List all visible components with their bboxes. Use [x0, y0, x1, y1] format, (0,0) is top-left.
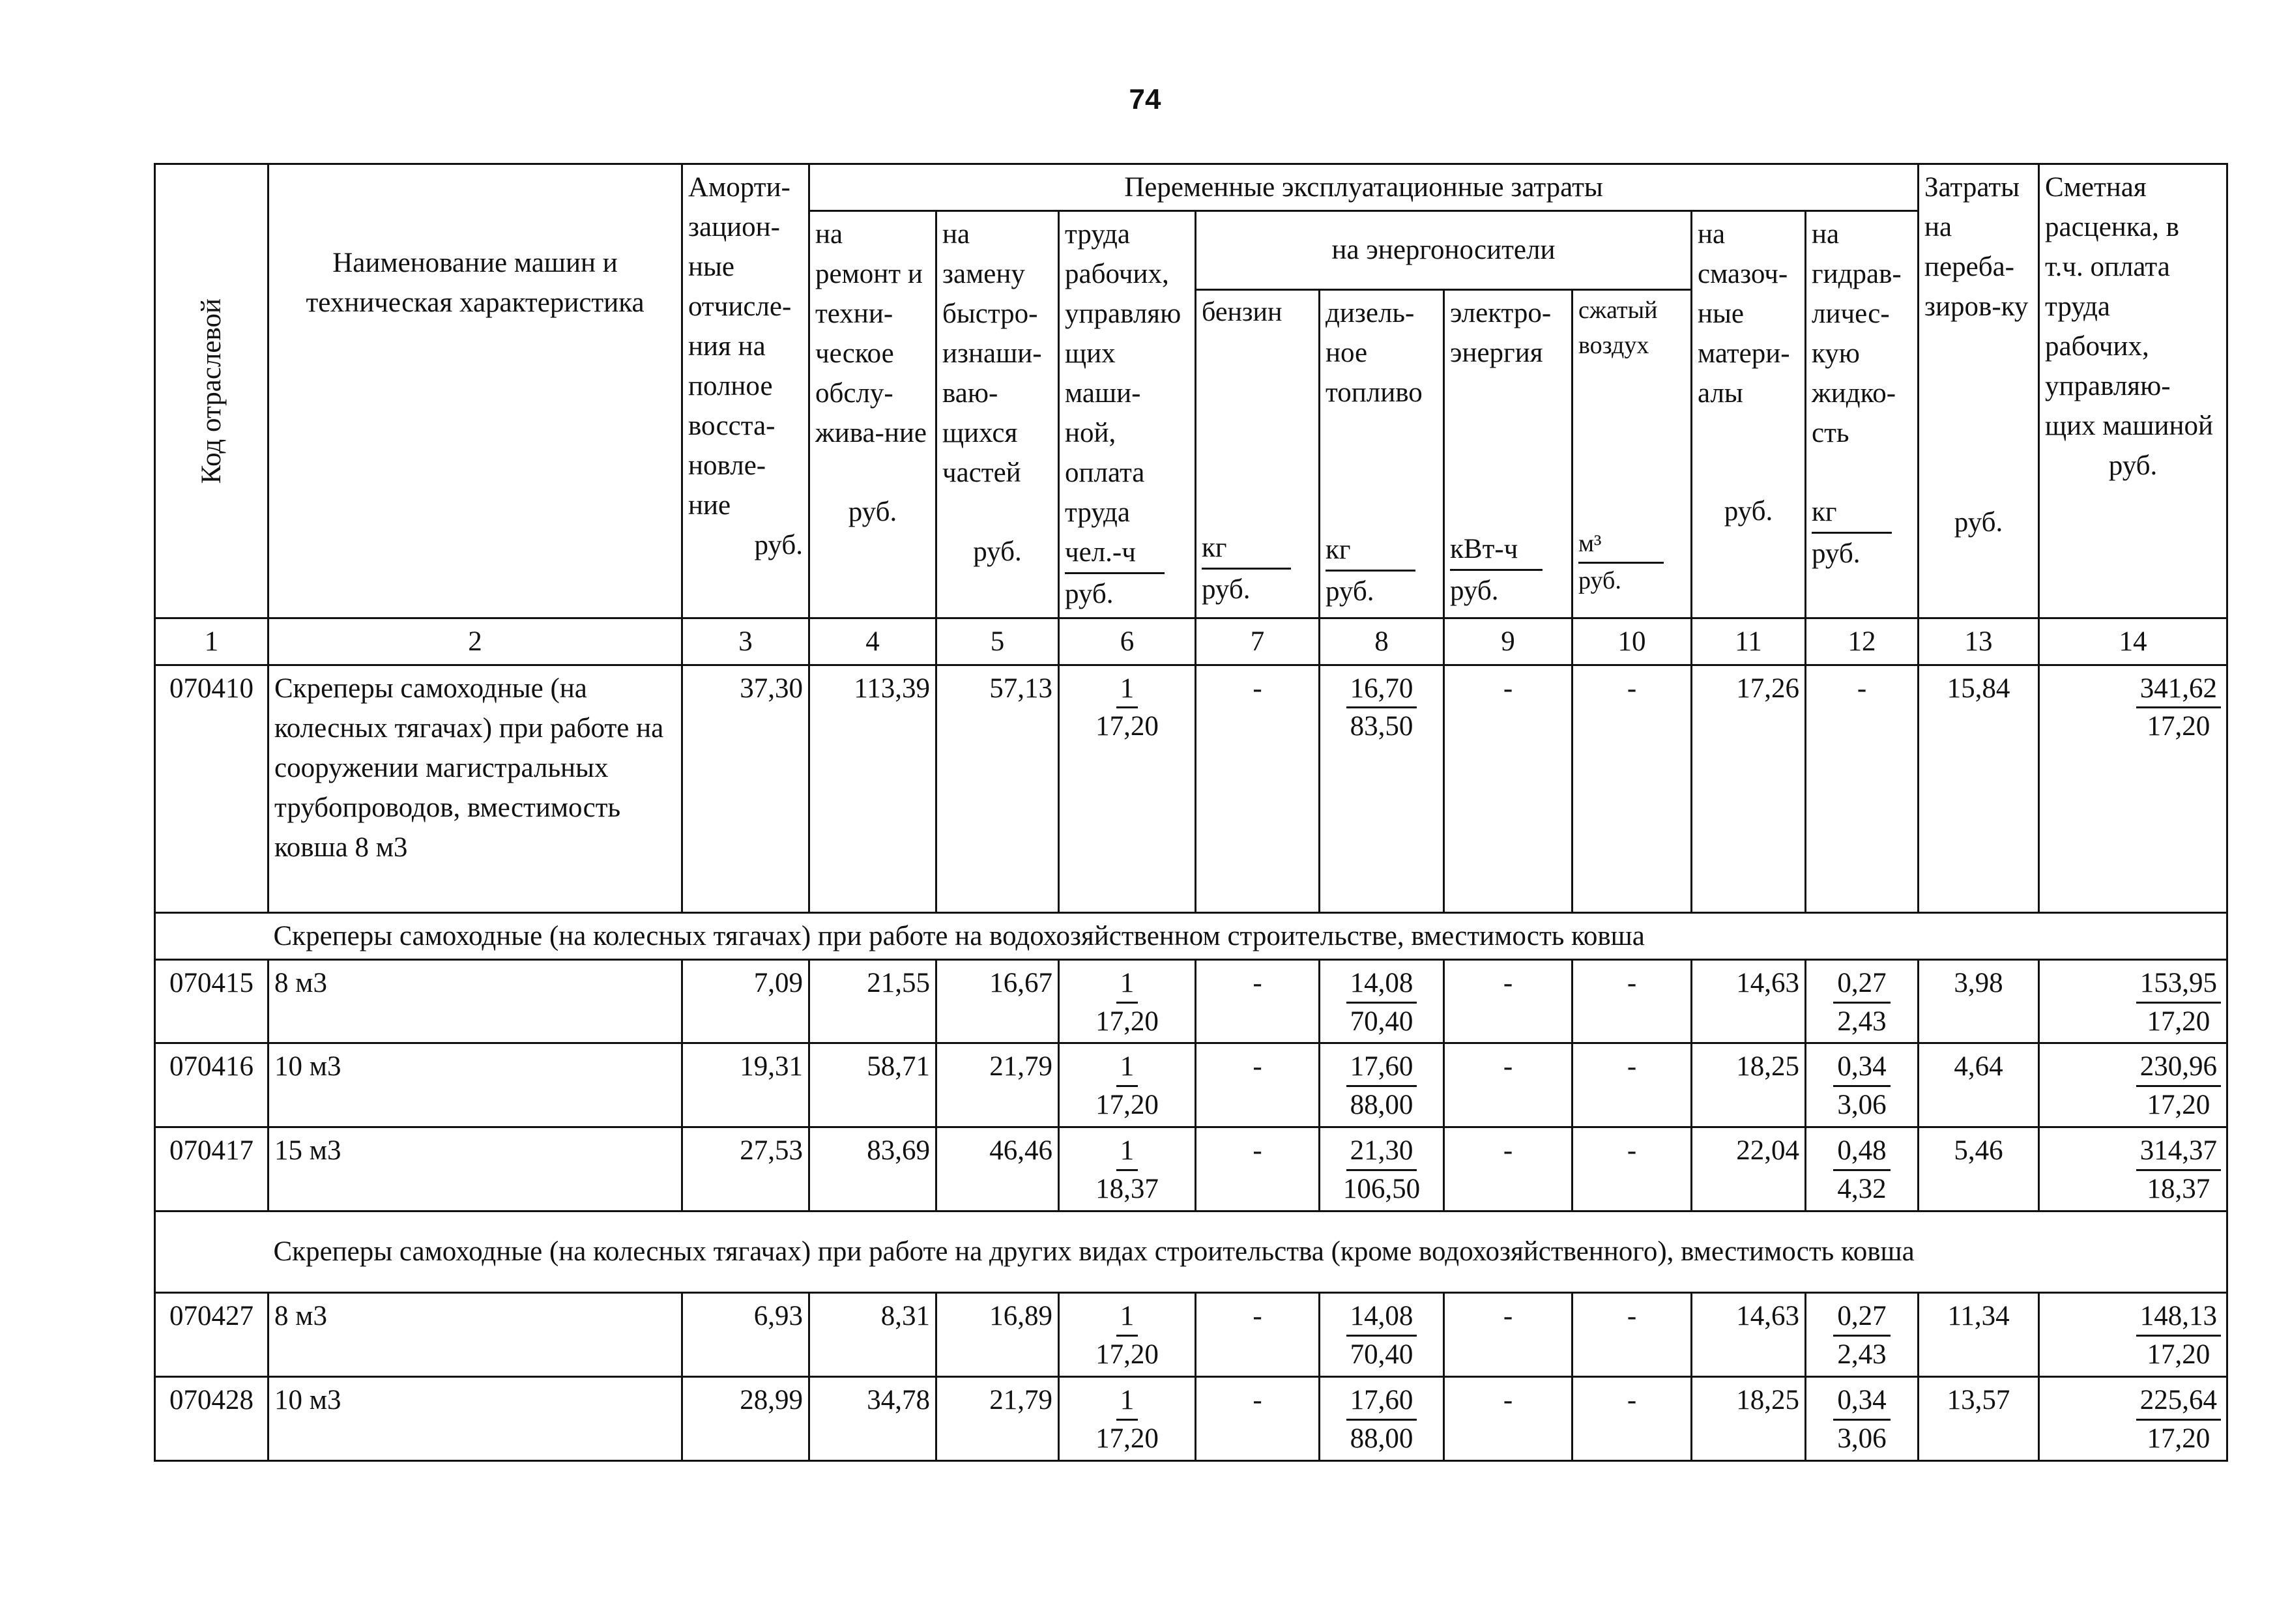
row-rate — [2039, 1376, 2227, 1460]
row-labor — [1059, 1292, 1196, 1376]
col-num: 1 — [155, 618, 268, 665]
row-lube: 18,25 — [1692, 1376, 1806, 1460]
table-row — [155, 959, 2227, 1043]
header-variable-costs: Переменные эксплуатационные затраты — [809, 164, 1919, 211]
row-labor-bottom: 17,20 — [1095, 1006, 1159, 1037]
row-air: - — [1573, 1292, 1692, 1376]
header-labor — [1059, 211, 1196, 618]
header-electric-text: электро-энергия — [1450, 297, 1552, 368]
col-num: 2 — [268, 618, 682, 665]
header-lube — [1692, 211, 1806, 618]
table-row — [155, 1292, 2227, 1376]
header-diesel — [1320, 289, 1444, 618]
row-amort: 6,93 — [682, 1292, 809, 1376]
row-labor-bottom: 17,20 — [1095, 1339, 1159, 1370]
row-diesel — [1320, 959, 1444, 1043]
row-diesel-fraction — [1346, 671, 1417, 746]
row-rate-bottom: 17,20 — [2147, 1423, 2210, 1454]
header-hydro-text: на гидрав-личес-кую жидко-сть — [1812, 219, 1902, 449]
section-title: Скреперы самоходные (на колесных тягачах) при работе на других видах строительства (кроме водохозяйственного), вместимость ковша — [268, 1211, 2227, 1292]
row-labor-top: 1 — [1116, 1382, 1138, 1421]
header-name: Наименование машин и техническая характеристика — [268, 164, 682, 618]
col-num: 5 — [936, 618, 1059, 665]
header-air — [1573, 289, 1692, 618]
row-air: - — [1573, 959, 1692, 1043]
row-labor-bottom: 18,37 — [1095, 1174, 1159, 1205]
header-hydro — [1806, 211, 1919, 618]
row-hydro-fraction — [1833, 1298, 1890, 1373]
row-diesel-fraction — [1346, 965, 1417, 1040]
row-electric: - — [1444, 959, 1573, 1043]
row-diesel-top: 14,08 — [1346, 965, 1417, 1004]
row-amort: 28,99 — [682, 1376, 809, 1460]
row-electric: - — [1444, 1127, 1573, 1211]
row-diesel-top: 17,60 — [1346, 1049, 1417, 1087]
row-diesel-top: 17,60 — [1346, 1382, 1417, 1421]
row-hydro-fraction — [1833, 1382, 1890, 1457]
row-electric: - — [1444, 1292, 1573, 1376]
row-labor-bottom: 17,20 — [1095, 1090, 1159, 1121]
row-relocation: 4,64 — [1919, 1043, 2039, 1127]
row-lube: 22,04 — [1692, 1127, 1806, 1211]
header-amort-text: Аморти-зацион-ные отчисле-ния на полное восста-новле-ние — [688, 172, 792, 521]
row-labor-fraction — [1095, 965, 1159, 1040]
header-labor-text: труда рабочих, управляю щих маши-ной, оплата труда — [1065, 219, 1181, 529]
row-hydro-top: 0,34 — [1833, 1049, 1890, 1087]
header-relocation — [1919, 164, 2039, 618]
row-diesel-fraction — [1346, 1298, 1417, 1373]
row-parts: 21,79 — [936, 1043, 1059, 1127]
row-name: 15 м3 — [268, 1127, 682, 1211]
table-row — [155, 1043, 2227, 1127]
header-petrol — [1196, 289, 1320, 618]
col-num: 12 — [1806, 618, 1919, 665]
row-name: 8 м3 — [268, 1292, 682, 1376]
row-labor-bottom: 17,20 — [1095, 1423, 1159, 1454]
row-rate-top: 153,95 — [2136, 965, 2221, 1004]
table-row — [155, 1376, 2227, 1460]
header-air-unit-top: м³ — [1578, 527, 1664, 564]
header-repair — [809, 211, 936, 618]
row-diesel-top: 21,30 — [1346, 1133, 1417, 1171]
row-diesel — [1320, 1292, 1444, 1376]
row-electric: - — [1444, 1043, 1573, 1127]
header-parts — [936, 211, 1059, 618]
row-parts: 16,89 — [936, 1292, 1059, 1376]
row-petrol: - — [1196, 1292, 1320, 1376]
row-labor-fraction — [1095, 1049, 1159, 1124]
row-rate-top: 314,37 — [2136, 1133, 2221, 1171]
header-relocation-unit: руб. — [1954, 507, 2003, 538]
row-labor — [1059, 959, 1196, 1043]
header-diesel-unit-bottom: руб. — [1326, 576, 1374, 607]
row-name: Скреперы самоходные (на колесных тягачах) при работе на сооружении магистральных трубопроводов, вместимость ковша 8 м3 — [268, 665, 682, 912]
row-repair: 8,31 — [809, 1292, 936, 1376]
row-hydro: - — [1806, 665, 1919, 912]
row-diesel-fraction — [1346, 1049, 1417, 1124]
row-amort: 19,31 — [682, 1043, 809, 1127]
row-name: 10 м3 — [268, 1043, 682, 1127]
row-relocation: 5,46 — [1919, 1127, 2039, 1211]
row-code: 070415 — [155, 959, 268, 1043]
row-parts: 16,67 — [936, 959, 1059, 1043]
row-diesel-bottom: 70,40 — [1350, 1339, 1413, 1370]
row-lube: 18,25 — [1692, 1043, 1806, 1127]
row-rate-fraction — [2136, 1133, 2221, 1208]
row-air: - — [1573, 1127, 1692, 1211]
row-name: 10 м3 — [268, 1376, 682, 1460]
row-air: - — [1573, 665, 1692, 912]
section-code-cell — [155, 912, 268, 959]
header-air-text: сжатый воздух — [1578, 296, 1658, 359]
row-labor-top: 1 — [1116, 671, 1138, 709]
row-diesel-top: 16,70 — [1346, 671, 1417, 709]
col-num: 14 — [2039, 618, 2227, 665]
header-hydro-unit-top: кг — [1812, 492, 1892, 534]
row-hydro-bottom: 3,06 — [1837, 1423, 1887, 1454]
row-code: 070417 — [155, 1127, 268, 1211]
row-rate-fraction — [2136, 671, 2221, 746]
row-hydro — [1806, 1127, 1919, 1211]
row-code: 070416 — [155, 1043, 268, 1127]
header-code-text: Код отраслевой — [196, 298, 227, 484]
row-petrol: - — [1196, 1043, 1320, 1127]
row-code: 070410 — [155, 665, 268, 912]
column-number-row — [155, 618, 2227, 665]
row-hydro — [1806, 1292, 1919, 1376]
row-labor-top: 1 — [1116, 965, 1138, 1004]
row-amort: 37,30 — [682, 665, 809, 912]
header-petrol-unit-bottom: руб. — [1202, 573, 1251, 605]
row-code: 070427 — [155, 1292, 268, 1376]
row-diesel-fraction — [1346, 1382, 1417, 1457]
row-hydro-top: 0,27 — [1833, 965, 1890, 1004]
header-amort-unit: руб. — [754, 530, 803, 561]
row-parts: 21,79 — [936, 1376, 1059, 1460]
row-diesel — [1320, 1127, 1444, 1211]
row-rate-bottom: 17,20 — [2147, 711, 2210, 742]
header-rate-unit: руб. — [2108, 450, 2158, 482]
header-parts-text: на замену быстро-изнаши-ваю-щихся частей — [942, 219, 1042, 489]
row-rate-fraction — [2136, 965, 2221, 1040]
row-repair: 113,39 — [809, 665, 936, 912]
rates-table — [154, 163, 2228, 1462]
row-hydro-bottom: 2,43 — [1837, 1006, 1887, 1037]
row-diesel — [1320, 1043, 1444, 1127]
row-diesel-bottom: 88,00 — [1350, 1090, 1413, 1121]
header-labor-unit-bottom: руб. — [1065, 579, 1114, 610]
header-parts-unit: руб. — [973, 536, 1022, 568]
row-rate-fraction — [2136, 1298, 2221, 1373]
col-num: 8 — [1320, 618, 1444, 665]
row-rate-bottom: 17,20 — [2147, 1006, 2210, 1037]
row-petrol: - — [1196, 1376, 1320, 1460]
row-rate-bottom: 17,20 — [2147, 1090, 2210, 1121]
row-rate — [2039, 665, 2227, 912]
row-hydro-bottom: 2,43 — [1837, 1339, 1887, 1370]
row-parts: 57,13 — [936, 665, 1059, 912]
header-repair-text: на ремонт и техни-ческое обслу-жива-ние — [815, 219, 927, 449]
row-hydro — [1806, 1376, 1919, 1460]
row-hydro-bottom: 3,06 — [1837, 1090, 1887, 1121]
header-petrol-text: бензин — [1202, 297, 1283, 327]
col-num: 10 — [1573, 618, 1692, 665]
header-rate — [2039, 164, 2227, 618]
row-hydro-fraction — [1833, 965, 1890, 1040]
col-num: 4 — [809, 618, 936, 665]
row-hydro-top: 0,27 — [1833, 1298, 1890, 1337]
row-rate-top: 225,64 — [2136, 1382, 2221, 1421]
row-diesel-bottom: 106,50 — [1342, 1174, 1421, 1205]
row-rate-top: 230,96 — [2136, 1049, 2221, 1087]
row-rate — [2039, 959, 2227, 1043]
row-labor-fraction — [1095, 1298, 1159, 1373]
row-relocation: 11,34 — [1919, 1292, 2039, 1376]
col-num: 13 — [1919, 618, 2039, 665]
table-row — [155, 1127, 2227, 1211]
row-labor — [1059, 1127, 1196, 1211]
header-electric-unit-bottom: руб. — [1450, 575, 1499, 607]
row-diesel-bottom: 83,50 — [1350, 711, 1413, 742]
row-labor — [1059, 1376, 1196, 1460]
row-labor-top: 1 — [1116, 1298, 1138, 1337]
section-row — [155, 1211, 2227, 1292]
table-row — [155, 665, 2227, 912]
row-hydro-fraction — [1833, 1133, 1890, 1208]
row-rate — [2039, 1127, 2227, 1211]
row-diesel-top: 14,08 — [1346, 1298, 1417, 1337]
row-repair: 34,78 — [809, 1376, 936, 1460]
row-petrol: - — [1196, 665, 1320, 912]
row-code: 070428 — [155, 1376, 268, 1460]
header-diesel-unit-top: кг — [1326, 530, 1415, 572]
row-electric: - — [1444, 665, 1573, 912]
row-air: - — [1573, 1376, 1692, 1460]
header-petrol-unit-top: кг — [1202, 528, 1291, 570]
header-electric — [1444, 289, 1573, 618]
row-lube: 14,63 — [1692, 1292, 1806, 1376]
header-code — [155, 164, 268, 618]
header-rate-text: Сметная расценка, в т.ч. оплата труда рабочих, управляю-щих машиной — [2045, 172, 2214, 442]
row-hydro — [1806, 959, 1919, 1043]
row-hydro-top: 0,48 — [1833, 1133, 1890, 1171]
section-title: Скреперы самоходные (на колесных тягачах) при работе на водохозяйственном строительстве, вместимость ковша — [268, 912, 2227, 959]
row-name: 8 м3 — [268, 959, 682, 1043]
row-petrol: - — [1196, 959, 1320, 1043]
row-labor-top: 1 — [1116, 1049, 1138, 1087]
header-relocation-text: Затраты на переба-зиров-ку — [1924, 172, 2029, 323]
row-rate-bottom: 17,20 — [2147, 1339, 2210, 1370]
row-petrol: - — [1196, 1127, 1320, 1211]
col-num: 7 — [1196, 618, 1320, 665]
header-repair-unit: руб. — [848, 497, 897, 528]
col-num: 9 — [1444, 618, 1573, 665]
row-labor-fraction — [1095, 1133, 1159, 1208]
header-lube-text: на смазоч-ные матери-алы — [1698, 219, 1790, 409]
header-electric-unit-top: кВт-ч — [1450, 529, 1543, 571]
row-electric: - — [1444, 1376, 1573, 1460]
row-relocation: 13,57 — [1919, 1376, 2039, 1460]
row-hydro-bottom: 4,32 — [1837, 1174, 1887, 1205]
row-labor-fraction — [1095, 1382, 1159, 1457]
row-diesel-bottom: 70,40 — [1350, 1006, 1413, 1037]
row-rate-bottom: 18,37 — [2147, 1174, 2210, 1205]
row-rate-fraction — [2136, 1382, 2221, 1457]
header-amort — [682, 164, 809, 618]
col-num: 11 — [1692, 618, 1806, 665]
header-diesel-text: дизель-ное топливо — [1326, 297, 1423, 408]
row-lube: 14,63 — [1692, 959, 1806, 1043]
row-rate — [2039, 1292, 2227, 1376]
row-diesel-bottom: 88,00 — [1350, 1423, 1413, 1454]
col-num: 6 — [1059, 618, 1196, 665]
col-num: 3 — [682, 618, 809, 665]
row-air: - — [1573, 1043, 1692, 1127]
header-air-unit-bottom: руб. — [1578, 566, 1621, 594]
row-diesel — [1320, 1376, 1444, 1460]
table-header — [155, 164, 2227, 618]
row-diesel — [1320, 665, 1444, 912]
section-row — [155, 912, 2227, 959]
row-amort: 27,53 — [682, 1127, 809, 1211]
row-hydro-fraction — [1833, 1049, 1890, 1124]
row-relocation: 3,98 — [1919, 959, 2039, 1043]
header-lube-unit: руб. — [1724, 496, 1773, 527]
header-hydro-unit-bottom: руб. — [1812, 538, 1861, 570]
row-repair: 83,69 — [809, 1127, 936, 1211]
row-relocation: 15,84 — [1919, 665, 2039, 912]
row-hydro — [1806, 1043, 1919, 1127]
row-labor-fraction — [1095, 671, 1159, 746]
header-labor-unit-top: чел.-ч — [1065, 532, 1165, 574]
row-labor-bottom: 17,20 — [1095, 711, 1159, 742]
page-number: 74 — [1129, 83, 1161, 115]
header-energy: на энергоносители — [1196, 211, 1692, 290]
row-rate — [2039, 1043, 2227, 1127]
row-lube: 17,26 — [1692, 665, 1806, 912]
row-rate-top: 341,62 — [2136, 671, 2221, 709]
row-amort: 7,09 — [682, 959, 809, 1043]
row-labor — [1059, 1043, 1196, 1127]
row-parts: 46,46 — [936, 1127, 1059, 1211]
table-body — [155, 665, 2227, 1460]
row-rate-fraction — [2136, 1049, 2221, 1124]
section-code-cell — [155, 1211, 268, 1292]
row-rate-top: 148,13 — [2136, 1298, 2221, 1337]
row-hydro-top: 0,34 — [1833, 1382, 1890, 1421]
row-repair: 21,55 — [809, 959, 936, 1043]
row-diesel-fraction — [1343, 1133, 1420, 1208]
row-labor — [1059, 665, 1196, 912]
row-repair: 58,71 — [809, 1043, 936, 1127]
row-labor-top: 1 — [1116, 1133, 1138, 1171]
